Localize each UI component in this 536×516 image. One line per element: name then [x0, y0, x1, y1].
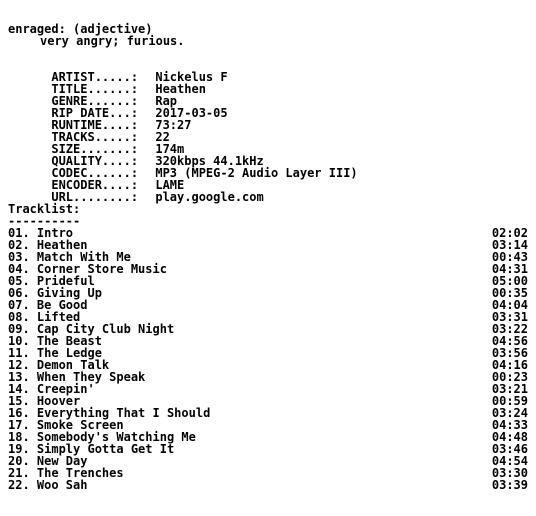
track-duration: 03:39: [491, 478, 528, 492]
track-title: 10. The Beast: [8, 334, 102, 348]
info-label: RUNTIME....:: [51, 118, 139, 132]
track-duration: 03:56: [491, 346, 528, 360]
track-duration: 05:00: [491, 274, 528, 288]
info-label: CODEC......:: [51, 166, 139, 180]
track-duration: 03:14: [491, 238, 528, 252]
track-title: 12. Demon Talk: [8, 358, 110, 372]
track-duration: 02:02: [491, 226, 528, 240]
info-label: TRACKS.....:: [51, 130, 139, 144]
info-value: 174m: [155, 142, 185, 156]
track-duration: 00:23: [491, 370, 528, 384]
track-title: 19. Simply Gotta Get It: [8, 442, 175, 456]
info-value: 22: [155, 130, 170, 144]
track-duration: 03:46: [491, 442, 528, 456]
info-label: TITLE......:: [51, 82, 139, 96]
track-duration: 04:54: [491, 454, 528, 468]
info-row-artist: [8, 59, 528, 84]
track-duration: 00:35: [491, 286, 528, 300]
track-title: 09. Cap City Club Night: [8, 322, 175, 336]
track-title: 05. Prideful: [8, 274, 95, 288]
track-title: 04. Corner Store Music: [8, 262, 167, 276]
info-value: 73:27: [155, 118, 192, 132]
definition-term: enraged: (adjective): [8, 22, 153, 36]
info-value: 2017-03-05: [155, 106, 228, 120]
info-value: Rap: [155, 94, 178, 108]
info-value: LAME: [155, 178, 185, 192]
track-duration: 04:33: [491, 418, 528, 432]
info-label: URL........:: [51, 190, 139, 204]
release-info: [8, 59, 528, 204]
track-title: 17. Smoke Screen: [8, 418, 124, 432]
track-title: 22. Woo Sah: [8, 478, 88, 492]
info-label: RIP DATE...:: [51, 106, 139, 120]
track-title: 07. Be Good: [8, 298, 88, 312]
info-value: Heathen: [155, 82, 206, 96]
track-title: 15. Hoover: [8, 394, 81, 408]
track-row: [8, 383, 528, 395]
track-duration: 03:24: [491, 406, 528, 420]
tracklist-underline: ----------: [8, 214, 81, 228]
track-title: 20. New Day: [8, 454, 88, 468]
blank-line: [8, 47, 528, 59]
tracklist: [8, 227, 528, 491]
track-title: 02. Heathen: [8, 238, 88, 252]
track-title: 16. Everything That I Should: [8, 406, 211, 420]
track-duration: 04:31: [491, 262, 528, 276]
track-title: 21. The Trenches: [8, 466, 124, 480]
track-title: 01. Intro: [8, 226, 74, 240]
track-duration: 03:30: [491, 466, 528, 480]
track-duration: 04:56: [491, 334, 528, 348]
track-duration: 00:43: [491, 250, 528, 264]
info-value: play.google.com: [155, 190, 264, 204]
track-title: 06. Giving Up: [8, 286, 102, 300]
track-row: [8, 479, 528, 491]
info-label: SIZE.......:: [51, 142, 139, 156]
track-title: 13. When They Speak: [8, 370, 146, 384]
info-label: GENRE......:: [51, 94, 139, 108]
track-title: 03. Match With Me: [8, 250, 131, 264]
info-label: ARTIST.....:: [51, 70, 139, 84]
track-title: 08. Lifted: [8, 310, 81, 324]
info-label: QUALITY....:: [51, 154, 139, 168]
text-document-view: [8, 23, 528, 503]
track-title: 11. The Ledge: [8, 346, 102, 360]
track-duration: 00:59: [491, 394, 528, 408]
track-title: 14. Creepin': [8, 382, 95, 396]
track-duration: 03:22: [491, 322, 528, 336]
track-row: [8, 299, 528, 311]
tracklist-heading: Tracklist:: [8, 202, 81, 216]
info-value: Nickelus F: [155, 70, 228, 84]
definition-meaning: very angry; furious.: [40, 34, 185, 48]
info-value: MP3 (MPEG-2 Audio Layer III): [155, 166, 358, 180]
track-duration: 03:21: [491, 382, 528, 396]
track-title: 18. Somebody's Watching Me: [8, 430, 196, 444]
info-value: 320kbps 44.1kHz: [155, 154, 264, 168]
info-label: ENCODER....:: [51, 178, 139, 192]
track-duration: 03:31: [491, 310, 528, 324]
track-duration: 04:48: [491, 430, 528, 444]
track-duration: 04:16: [491, 358, 528, 372]
track-duration: 04:04: [491, 298, 528, 312]
